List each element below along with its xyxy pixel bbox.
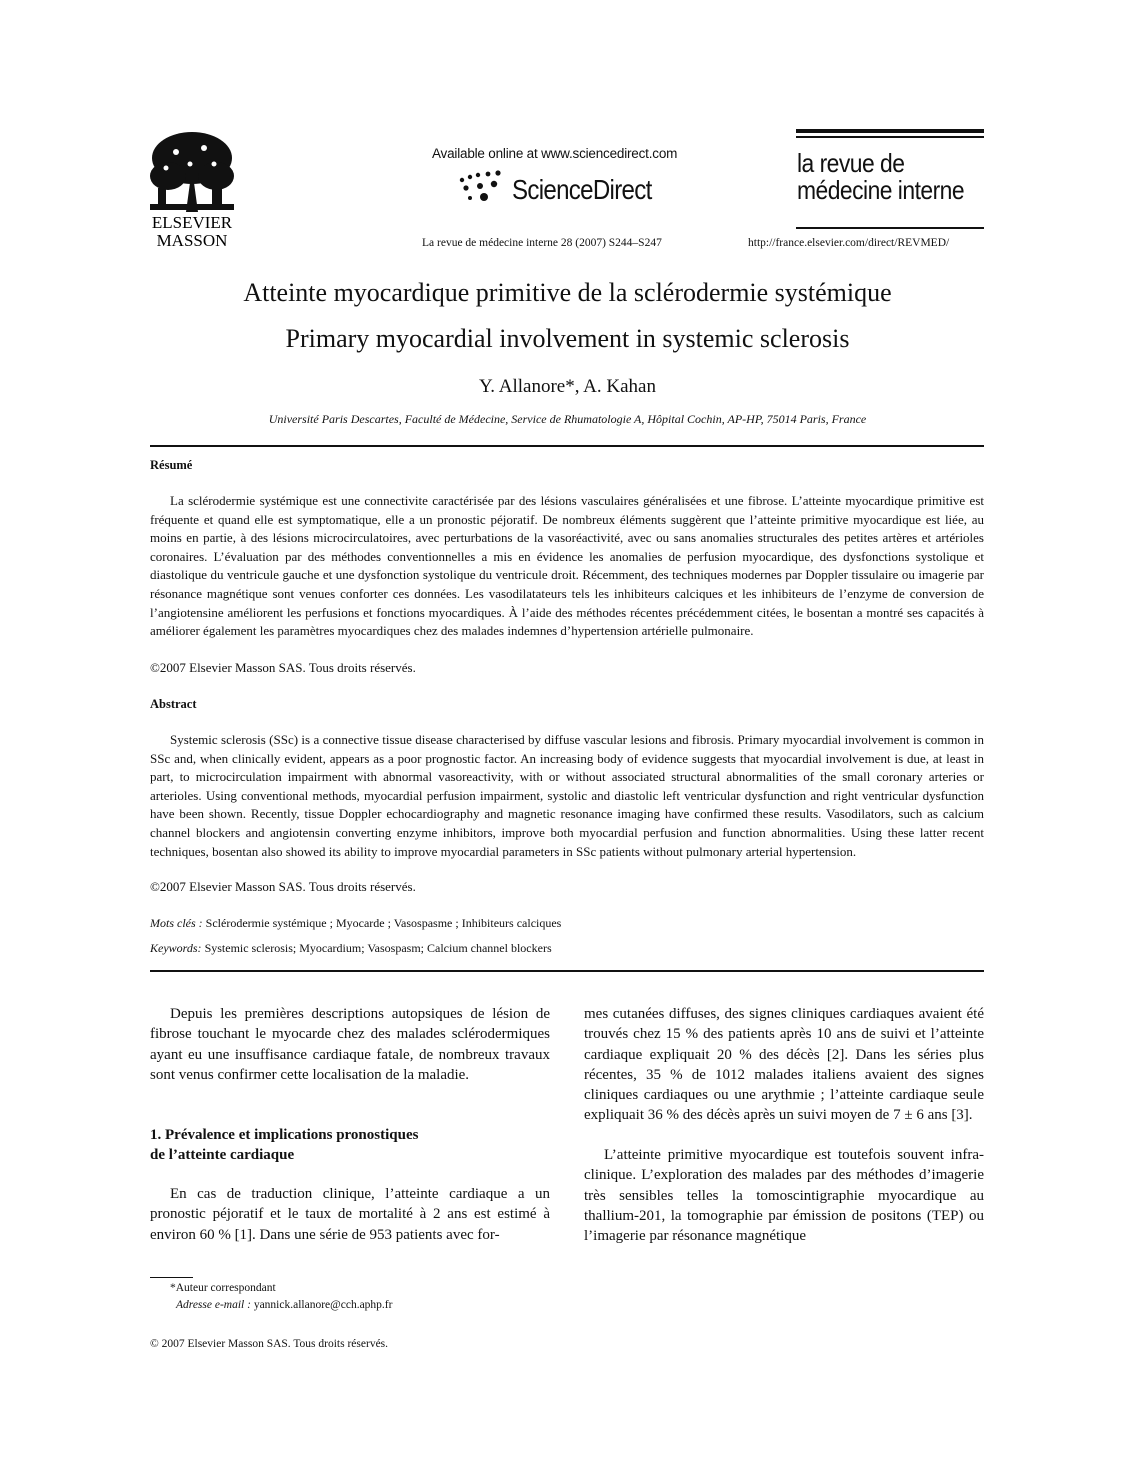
keywords-english-label: Keywords: (150, 941, 202, 955)
elsevier-masson-logo (146, 128, 238, 250)
footnote-email-value: yannick.allanore@cch.aphp.fr (250, 1299, 393, 1311)
keywords-french-label: Mots clés : (150, 916, 203, 930)
journal-name-line1: la revue de (797, 148, 905, 178)
available-online-text: Available online at www.sciencedirect.com (432, 146, 678, 161)
footnote-email-label: Adresse e-mail : (176, 1299, 251, 1311)
footnote-corresponding: *Auteur correspondant (170, 1282, 276, 1294)
keywords-french-values: Sclérodermie systémique ; Myocarde ; Vasospasme ; Inhibiteurs calciques (202, 916, 562, 930)
authors: Y. Allanore*, A. Kahan (479, 376, 656, 397)
body-intro-paragraph: Depuis les premières descriptions autopsiques de lésion de fibrose touchant le myocarde chez des malades sclérodermiques ayant eu une insuffisance cardiaque fatale, de nombreux travaux sont venus confirmer cette localisation de la maladie. (150, 1006, 550, 1083)
keywords-english (150, 941, 552, 956)
journal-header-rule-thin (796, 136, 984, 138)
section1-heading-line1: 1. Prévalence et implications pronostiques (150, 1127, 419, 1143)
keywords-english-values: Systemic sclerosis; Myocardium; Vasospasm; Calcium channel blockers (201, 941, 552, 955)
journal-name-line2: médecine interne (797, 175, 965, 205)
footnote-rule (150, 1277, 193, 1278)
body-paragraph-2: En cas de traduction clinique, l’atteinte cardiaque a un pronostic péjoratif et le taux de mortalité à 2 ans est estimé à environ 60 % [1]. Dans une série de 953 patients avec for- (150, 1186, 550, 1243)
divider-top (150, 445, 984, 447)
title-english: Primary myocardial involvement in systemic sclerosis (285, 324, 850, 353)
journal-header-rule (796, 129, 984, 133)
sciencedirect-wordmark: ScienceDirect (512, 174, 652, 205)
logo-text-masson: MASSON (156, 231, 228, 250)
title-french: Atteinte myocardique primitive de la sclérodermie systémique (243, 278, 892, 307)
page-copyright: © 2007 Elsevier Masson SAS. Tous droits réservés. (150, 1338, 389, 1350)
affiliation: Université Paris Descartes, Faculté de Médecine, Service de Rhumatologie A, Hôpital Cochin, AP-HP, 75014 Paris, France (268, 412, 867, 426)
journal-footer-rule (796, 227, 984, 229)
resume-text: La sclérodermie systémique est une connectivite caractérisée par des lésions vasculaires généralisées et une fibrose. L’atteinte myocardique primitive est fréquente et quand elle est symptomatique, elle a un pronostic péjoratif. De nombreux éléments suggèrent que l’atteinte primitive myocardique est liée, au moins en partie, à des lésions microcirculatoires, avec perturbations de la vasoréactivité, avec ou sans anomalies structurales des petites artères et artérioles coronaires. L’évaluation par des méthodes conventionnelles a mis en évidence les anomalies de perfusion myocardique, des dysfonctions systolique et diastolique du ventricule gauche et une dysfonction systolique du ventricule droit. Récemment, des techniques modernes par Doppler tissulaire ou imagerie par résonance magnétique sont venues conforter ces données. Les vasodilatateurs tels les inhibiteurs calciques et les inhibiteurs de l’enzyme de conversion de l’angiotensine améliorent les perfusions et fonctions myocardiques. À l’aide des méthodes récentes précédemment citées, le bosentan a montré ses capacités à améliorer également les paramètres myocardiques chez des malades indemnes d’hypertension artérielle pulmonaire. (150, 493, 984, 639)
abstract-heading: Abstract (150, 697, 197, 711)
footnote-email (176, 1299, 392, 1311)
resume-heading: Résumé (150, 458, 193, 472)
divider-bottom (150, 970, 984, 972)
abstract-copyright: ©2007 Elsevier Masson SAS. Tous droits réservés. (150, 879, 416, 894)
journal-url: http://france.elsevier.com/direct/REVMED/ (748, 237, 950, 249)
body-right-paragraph-2: L’atteinte primitive myocardique est toutefois souvent infra-clinique. L’exploration des malades par des méthodes d’imagerie très sensibles telles la tomoscintigraphie myocardique au thallium-201, la tomographie par émission de positons (TEP) ou l’imagerie par résonance magnétique (584, 1147, 984, 1245)
journal-name (797, 150, 964, 204)
journal-reference: La revue de médecine interne 28 (2007) S244–S247 (422, 237, 662, 249)
body-right-paragraph-1: mes cutanées diffuses, des signes cliniques cardiaques avaient été trouvés chez 15 % des patients après 10 ans de suivi et l’atteinte cardiaque expliquait 20 % des décès [2]. Dans les séries plus récentes, 35 % de 1012 malades italiens avaient des signes cliniques cardiaques ou une arythmie ; l’atteinte cardiaque seule expliquait 36 % des décès après un suivi moyen de 7 ± 6 ans [3]. (584, 1006, 984, 1124)
section1-heading-line2: de l’atteinte cardiaque (150, 1147, 295, 1164)
keywords-french (150, 916, 561, 931)
abstract-text: Systemic sclerosis (SSc) is a connective tissue disease characterised by diffuse vascular lesions and fibrosis. Primary myocardial involvement is common in SSc and, when clinically evident, appears as a poor prognostic factor. An increasing body of evidence suggests that myocardial involvement is due, at least in part, to microcirculation impairment with abnormal vasoreactivity, with or without associated structural abnormalities of the small coronary arteries or arterioles. Using conventional methods, myocardial perfusion impairment, systolic and diastolic left ventricular dysfunction and right ventricular dysfunction have been shown. Recently, tissue Doppler echocardiography and magnetic resonance imaging have confirmed these results. Vasodilators, such as calcium channel blockers and angiotensin converting enzyme inhibitors, improve both myocardial perfusion and function abnormalities. Using these latter recent techniques, bosentan also showed its ability to improve myocardial parameters in SSc patients without pulmonary arterial hypertension. (150, 732, 984, 859)
logo-text-elsevier: ELSEVIER (151, 213, 233, 232)
resume-copyright: ©2007 Elsevier Masson SAS. Tous droits réservés. (150, 660, 416, 675)
sciencedirect-dots-icon (456, 170, 506, 210)
section1-heading (150, 1125, 550, 1181)
